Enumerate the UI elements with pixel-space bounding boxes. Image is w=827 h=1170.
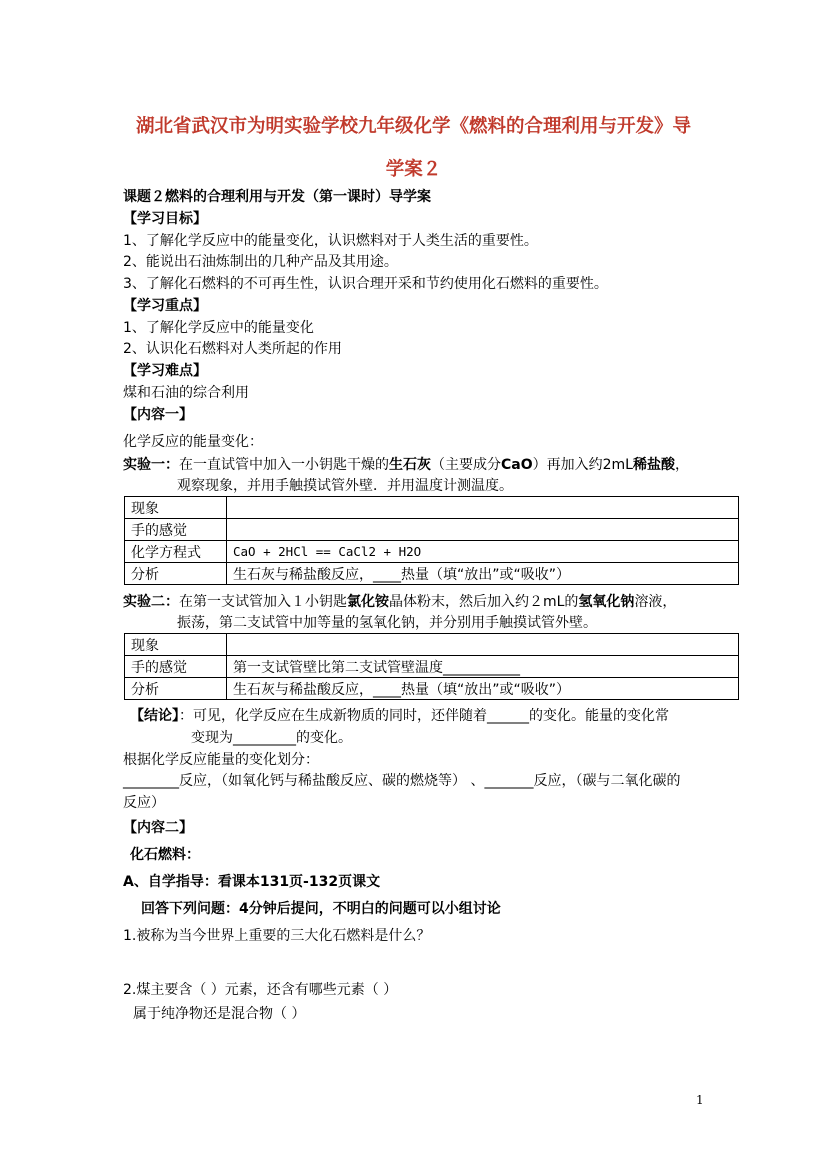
experiment-one-table: [124, 496, 739, 585]
experiment-two-line-1: [123, 592, 676, 612]
exp1-hcl: 稀盐酸: [632, 457, 675, 473]
conclusion-line-1: [130, 706, 669, 726]
table-row: [125, 656, 739, 678]
document-title-line-1: 湖北省武汉市为明实验学校九年级化学《燃料的合理利用与开发》导: [135, 116, 691, 137]
exp2-text: 溶液，: [634, 594, 677, 610]
table-row: [125, 678, 739, 700]
key-points-heading: 【学习重点】: [123, 298, 207, 314]
table-cell-value: [227, 519, 739, 541]
question-1: 1.被称为当今世界上重要的三大化石燃料是什么？: [123, 928, 431, 944]
lesson-subtitle: 课题２燃料的合理利用与开发（第一课时）导学案: [123, 189, 431, 205]
difficulties-heading: 【学习难点】: [123, 363, 207, 379]
exp1-text: （主要成分: [431, 457, 501, 473]
exp1-volume: 2mL: [602, 457, 633, 473]
experiment-two-table: [124, 633, 739, 700]
difficulties-text: 煤和石油的综合利用: [123, 385, 249, 401]
table-cell-value: 生石灰与稀盐酸反应，____热量（填“放出”或“吸收”）: [227, 678, 739, 700]
table-cell-label: 现象: [125, 634, 227, 656]
page-number: 1: [696, 1093, 704, 1107]
conclusion-label: 【结论】: [130, 708, 179, 724]
table-cell-label: 分析: [125, 563, 227, 585]
experiment-one-label: 实验一：: [123, 457, 179, 473]
key-point-item: 2、认识化石燃料对人类所起的作用: [123, 341, 342, 357]
table-row: [125, 563, 739, 585]
exp1-quicklime: 生石灰: [389, 457, 431, 473]
exp1-cao: CaO: [501, 457, 533, 473]
conclusion-text: ：可见，化学反应在生成新物质的同时，还伴随着______的变化。能量的变化常: [179, 708, 669, 724]
exp2-nh4cl: 氯化铵: [347, 594, 389, 610]
exp1-text: 在一直试管中加入一小钥匙干燥的: [179, 457, 389, 473]
table-row: [125, 634, 739, 656]
table-cell-value: [227, 497, 739, 519]
table-cell-label: 现象: [125, 497, 227, 519]
experiment-two-label: 实验二：: [123, 594, 179, 610]
table-cell-value: [227, 634, 739, 656]
question-2-line-2: 属于纯净物还是混合物（ ）: [133, 1006, 306, 1022]
classification-line-3: 反应）: [123, 795, 165, 811]
goal-item: 2、能说出石油炼制出的几种产品及其用途。: [123, 254, 398, 270]
table-cell-value: CaO + 2HCl == CaCl2 + H2O: [227, 541, 739, 563]
content-two-heading: 【内容二】: [123, 820, 193, 836]
content-one-intro: 化学反应的能量变化：: [123, 434, 263, 450]
table-cell-label: 手的感觉: [125, 519, 227, 541]
table-row: [125, 519, 739, 541]
answer-instructions: 回答下列问题：4分钟后提问，不明白的问题可以小组讨论: [141, 901, 501, 917]
table-cell-label: 化学方程式: [125, 541, 227, 563]
table-cell-label: 分析: [125, 678, 227, 700]
table-cell-value: 生石灰与稀盐酸反应，____热量（填“放出”或“吸收”）: [227, 563, 739, 585]
question-2-line-1: 2.煤主要含（ ）元素，还含有哪些元素（ ）: [123, 982, 398, 998]
table-row: [125, 541, 739, 563]
document-title-line-2: 学案２: [385, 159, 442, 180]
experiment-two-line-2: 振荡，第二支试管中加等量的氢氧化钠，并分别用手触摸试管外壁。: [177, 615, 597, 631]
conclusion-line-2: 变现为_________的变化。: [191, 730, 352, 746]
key-point-item: 1、了解化学反应中的能量变化: [123, 320, 314, 336]
self-study-guide: A、自学指导：看课本131页-132页课文: [123, 874, 381, 890]
exp1-text: ）再加入约: [532, 457, 603, 473]
content-one-heading: 【内容一】: [123, 407, 193, 423]
goal-item: 3、了解化石燃料的不可再生性，认识合理开采和节约使用化石燃料的重要性。: [123, 276, 608, 292]
fossil-fuels-label: 化石燃料：: [130, 847, 200, 863]
classification-line-2: ________反应，（如氧化钙与稀盐酸反应、碳的燃烧等） 、_______反应，（碳与二氧化碳的: [123, 773, 681, 789]
goal-item: 1、了解化学反应中的能量变化，认识燃料对于人类生活的重要性。: [123, 233, 538, 249]
exp2-text: 在第一支试管加入１小钥匙: [179, 594, 347, 610]
experiment-one-line-1: [123, 455, 689, 475]
classification-line-1: 根据化学反应能量的变化划分：: [123, 752, 319, 768]
table-row: [125, 497, 739, 519]
exp2-text: 晶体粉末，然后加入约２mL的: [389, 594, 579, 610]
goals-heading: 【学习目标】: [123, 211, 207, 227]
exp2-naoh: 氢氧化钠: [578, 594, 635, 610]
table-cell-label: 手的感觉: [125, 656, 227, 678]
experiment-one-line-2: 观察现象，并用手触摸试管外壁．并用温度计测温度。: [177, 478, 513, 494]
exp1-text: ，: [674, 457, 689, 473]
table-cell-value: 第一支试管壁比第二支试管壁温度___________: [227, 656, 739, 678]
